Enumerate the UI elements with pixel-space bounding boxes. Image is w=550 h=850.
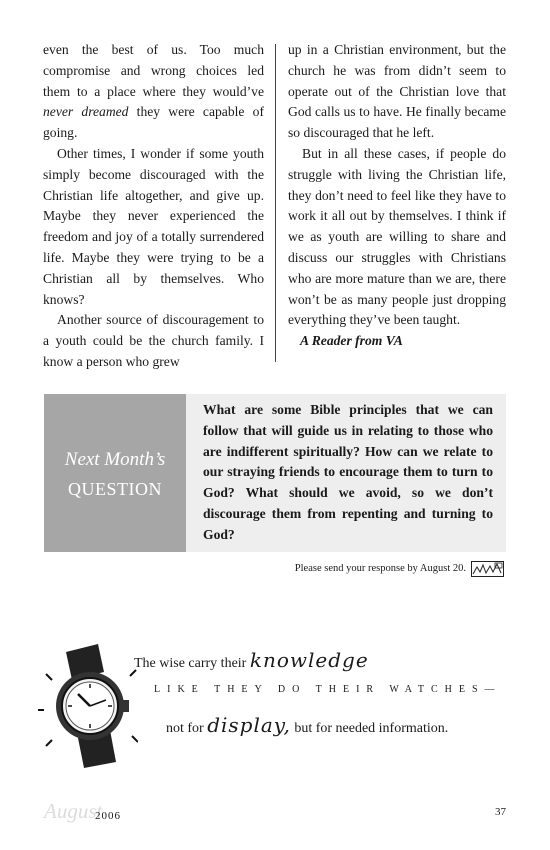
question-label-block [44, 394, 186, 552]
response-note: Please send your response by August 20. [294, 563, 466, 574]
article-left-column [43, 40, 264, 373]
question-text: What are some Bible principles that we can follow that will guide us in relating to those who are indifferent spiritually? How can we relate to our straying friends to encourage them to turn to God? What should we avoid, so we don’t discourage them from repenting and turning to God? [203, 402, 493, 542]
watch-icon [38, 640, 138, 770]
next-question-box [44, 394, 506, 552]
quote-line1 [134, 648, 369, 672]
footer-year: 2006 [95, 810, 121, 822]
paragraph [43, 40, 264, 144]
quote-text: The wise carry their [134, 656, 250, 671]
paragraph: But in all these cases, if people do struggle with living the Christian life, they don’t need to feel like they have to work it all out by themselves. I think if we as youth are willing to share and discuss our struggles with Christians who are more mature than we are, there won’t be as many people just dropping everything they’ve been taught. [288, 145, 506, 328]
quote-line2: LIKE THEY DO THEIR WATCHES— [154, 684, 502, 695]
column-divider [275, 44, 276, 362]
quote-text: but for needed information. [290, 721, 449, 736]
quote-text: not for [166, 721, 208, 736]
paragraph: Another source of discouragement to a youth could be the church family. I know a person who grew [43, 312, 264, 369]
paragraph-text: even the best of us. Too much compromise and wrong choices led them to a place where they would’ve [43, 42, 264, 99]
question-label-line2: QUESTION [68, 479, 162, 499]
footer-month: August [44, 799, 103, 823]
paragraph: up in a Christian environment, but the church he was from didn’t seem to operate out of the Christian love that God calls us to have. He finally became so discouraged that he left. [288, 42, 506, 141]
quote-script-word: display, [207, 713, 291, 737]
question-label-line1: Next Month’s [64, 449, 166, 470]
signature: A Reader from VA [300, 333, 403, 349]
quote-script-word: knowledge [249, 648, 369, 672]
page-number: 37 [495, 806, 506, 818]
mail-icon [471, 561, 504, 577]
article-right-column [288, 40, 506, 352]
emphasis-text: never dreamed [43, 104, 129, 120]
paragraph: Other times, I wonder if some youth simply become discouraged with the Christian life altogether, and give up. Maybe they never experienced the freedom and joy of a totally surrendered life. Maybe they were trying to be a Christian all by themselves. Who knows? [43, 145, 264, 307]
quote-line3 [166, 713, 448, 737]
paragraph-text: they were capable of going. [43, 104, 264, 141]
